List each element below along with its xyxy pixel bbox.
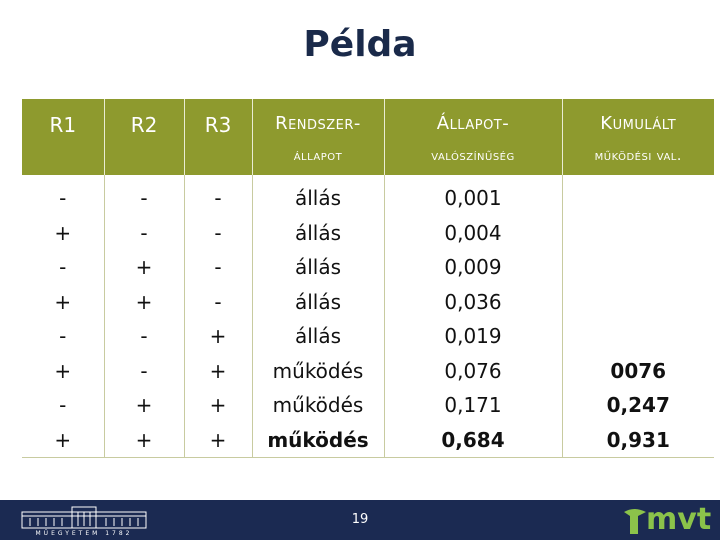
table-row: [22, 388, 714, 423]
table-row: [22, 175, 714, 216]
cell-r3: -: [184, 175, 252, 216]
table-row: [22, 423, 714, 458]
cell-probability: 0,001: [384, 175, 562, 216]
cell-r2: +: [104, 388, 184, 423]
cell-r1: -: [22, 388, 104, 423]
cell-r1: -: [22, 250, 104, 285]
cell-cumulative: [562, 250, 714, 285]
cell-state: működés: [252, 354, 384, 389]
cell-state: állás: [252, 250, 384, 285]
cell-cumulative: [562, 285, 714, 320]
cell-r1: +: [22, 216, 104, 251]
cell-cumulative: 0076: [562, 354, 714, 389]
cell-r3: +: [184, 354, 252, 389]
table-row: [22, 285, 714, 320]
cell-r2: +: [104, 250, 184, 285]
cell-r2: -: [104, 175, 184, 216]
header-row: [22, 99, 714, 175]
table-row: [22, 216, 714, 251]
cell-cumulative: 0,931: [562, 423, 714, 458]
header-cumulative: Kumulált működési val.: [562, 99, 714, 175]
cell-r3: +: [184, 319, 252, 354]
svg-text:MŰEGYETEM 1782: MŰEGYETEM 1782: [35, 530, 133, 536]
cell-r3: +: [184, 388, 252, 423]
bme-logo: [18, 504, 150, 536]
cell-probability: 0,009: [384, 250, 562, 285]
table-row: [22, 354, 714, 389]
cell-state: működés: [252, 388, 384, 423]
cell-probability: 0,004: [384, 216, 562, 251]
cell-r2: +: [104, 285, 184, 320]
header-r1: R1: [22, 99, 104, 175]
header-r3: R3: [184, 99, 252, 175]
cell-r3: +: [184, 423, 252, 458]
table-row: [22, 250, 714, 285]
cell-cumulative: [562, 319, 714, 354]
cell-r3: -: [184, 250, 252, 285]
cell-r2: +: [104, 423, 184, 458]
cell-r3: -: [184, 216, 252, 251]
footer-bar: [0, 500, 720, 540]
cell-r2: -: [104, 354, 184, 389]
cell-r1: +: [22, 285, 104, 320]
cell-probability: 0,019: [384, 319, 562, 354]
header-r2: R2: [104, 99, 184, 175]
mvt-logo: mvt: [620, 502, 710, 538]
cell-r3: -: [184, 285, 252, 320]
cell-probability: 0,076: [384, 354, 562, 389]
page-number: 19: [351, 512, 369, 527]
cell-r1: -: [22, 175, 104, 216]
cell-probability: 0,171: [384, 388, 562, 423]
cell-state: állás: [252, 285, 384, 320]
page-title: Példa: [303, 24, 417, 65]
cell-r2: -: [104, 216, 184, 251]
cell-cumulative: [562, 216, 714, 251]
cell-probability: 0,684: [384, 423, 562, 458]
cell-cumulative: [562, 175, 714, 216]
cell-r1: +: [22, 354, 104, 389]
cell-cumulative: 0,247: [562, 388, 714, 423]
example-table: [22, 99, 714, 452]
cell-state: működés: [252, 423, 384, 458]
building-icon: [18, 504, 150, 536]
cell-probability: 0,036: [384, 285, 562, 320]
cell-r1: -: [22, 319, 104, 354]
cell-r1: +: [22, 423, 104, 458]
cell-r2: -: [104, 319, 184, 354]
cell-state: állás: [252, 319, 384, 354]
table-row: [22, 319, 714, 354]
header-state-probability: Állapot- valószínűség: [384, 99, 562, 175]
header-system-state: Rendszer- állapot: [252, 99, 384, 175]
cell-state: állás: [252, 175, 384, 216]
cell-state: állás: [252, 216, 384, 251]
